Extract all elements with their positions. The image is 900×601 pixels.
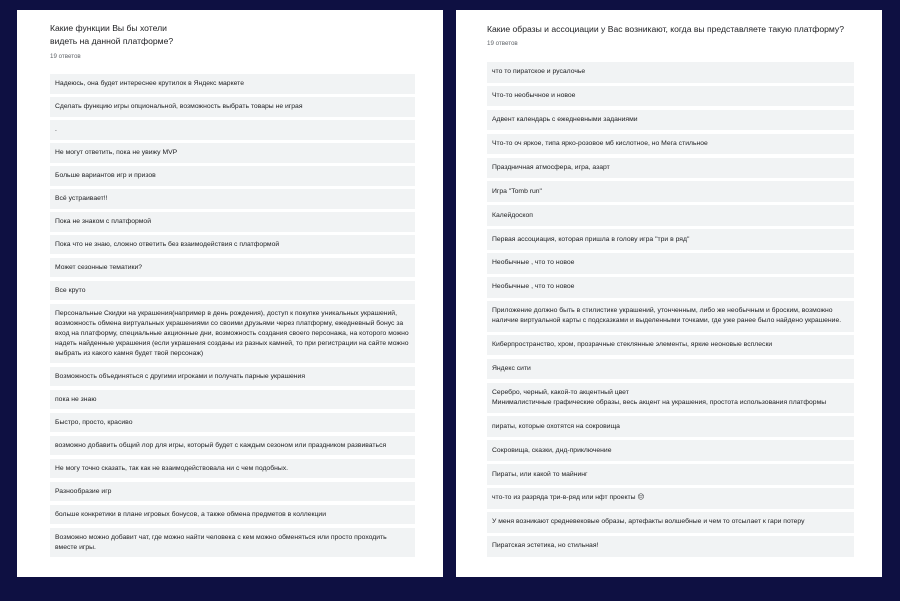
answer-item: Быстро, просто, красиво [50, 413, 415, 433]
question-title: Какие образы и ассоциации у Вас возникают, когда вы представляете такую платформу? [487, 24, 844, 34]
answer-item: Сделать функцию игры опциональной, возможность выбрать товары не играя [50, 97, 415, 117]
answer-item: Пока не знаком с платформой [50, 212, 415, 232]
answer-item: Яндекс сити [487, 359, 854, 380]
answer-item: Персональные Скидки на украшения(например в день рождения), доступ к покупке уникальных украшений, возможность обмена виртуальных украшениями со своими друзьями через платформу, ежедневный бонус за вход на платформу, специальные акционные дни, возможность создания своего персонажа, на которого можно надеть найденные украшения (если украшения созданы из разных камней, то при регистрации на сайте можно выбрать из какого камня будет твой персонаж) [50, 304, 415, 364]
answer-item: Приложение должно быть в стилистике украшений, утонченным, либо же необычным и броским, возможно наличие виртуальной карты с подсказками и выделенными точками, где уже ранее было найдено украшение. [487, 301, 854, 332]
response-count: 19 ответов [487, 40, 518, 47]
left-response-panel [17, 10, 443, 577]
answer-item: Больше вариантов игр и призов [50, 166, 415, 186]
answer-item: Возможность объединяться с другими игроками и получать парные украшения [50, 367, 415, 387]
answer-item: Пиратская эстетика, но стильная! [487, 536, 854, 557]
answer-item: Адвент календарь с ежедневными заданиями [487, 110, 854, 131]
answer-item: . [50, 120, 415, 140]
question-title [50, 22, 410, 48]
answer-item: что-то из разряда три-в-ряд или нфт проекты 😔 [487, 488, 854, 509]
answer-item: Пираты, или какой то майнинг [487, 464, 854, 485]
answer-item: возможно добавить общий лор для игры, который будет с каждым сезоном или праздником развиваться [50, 436, 415, 456]
answer-item: Всё устраивает!! [50, 189, 415, 209]
answer-item: Необычные , что то новое [487, 253, 854, 274]
answer-item: Необычные , что то новое [487, 277, 854, 298]
answer-item: Надеюсь, она будет интереснее крутилок в Яндекс маркете [50, 74, 415, 94]
question-title-line: Какие функции Вы бы хотели [50, 23, 167, 33]
answer-item: Возможно можно добавит чат, где можно найти человека с кем можно обменяться или просто проходить вместе игры. [50, 528, 415, 558]
answer-item: Сокровища, сказки, днд-приключение [487, 440, 854, 461]
answer-item: У меня возникают средневековые образы, артефакты волшебные и чем то отсылает к гари потеру [487, 512, 854, 533]
answer-item: Серебро, черный, какой-то акцентный цвет Минималистичные графические образы, весь акцент на украшения, простота использования платформы [487, 383, 854, 414]
answer-item: Не могу точно сказать, так как не взаимодействовала ни с чем подобных. [50, 459, 415, 479]
answer-item: Игра "Tomb run" [487, 181, 854, 202]
answer-item: Все круто [50, 281, 415, 301]
answer-item: Не могут ответить, пока не увижу MVP [50, 143, 415, 163]
answer-item: Разнообразие игр [50, 482, 415, 502]
right-response-panel [456, 10, 882, 577]
answer-item: Может сезонные тематики? [50, 258, 415, 278]
answer-list [50, 74, 415, 561]
response-count: 19 ответов [50, 53, 81, 60]
answer-item: пока не знаю [50, 390, 415, 410]
answer-item: Калейдоскоп [487, 205, 854, 226]
answer-item: Первая ассоциация, которая пришла в голову игра "три в ряд" [487, 229, 854, 250]
answer-item: Что-то оч яркое, типа ярко-розовое мб кислотное, но Мега стильное [487, 134, 854, 155]
answer-item: что то пиратское и русалочье [487, 62, 854, 83]
question-title-line: видеть на данной платформе? [50, 36, 174, 46]
answer-item: Праздничная атмосфера, игра, азарт [487, 158, 854, 179]
answer-item: Киберпространство, хром, прозрачные стеклянные элементы, яркие неоновые всплески [487, 335, 854, 356]
answer-list [487, 62, 854, 560]
answer-item: Пока что не знаю, сложно ответить без взаимодействия с платформой [50, 235, 415, 255]
answer-item: пираты, которые охотятся на сокровища [487, 416, 854, 437]
answer-item: Что-то необычное и новое [487, 86, 854, 107]
answer-item: больше конкретики в плане игровых бонусов, а также обмена предметов в коллекции [50, 505, 415, 525]
